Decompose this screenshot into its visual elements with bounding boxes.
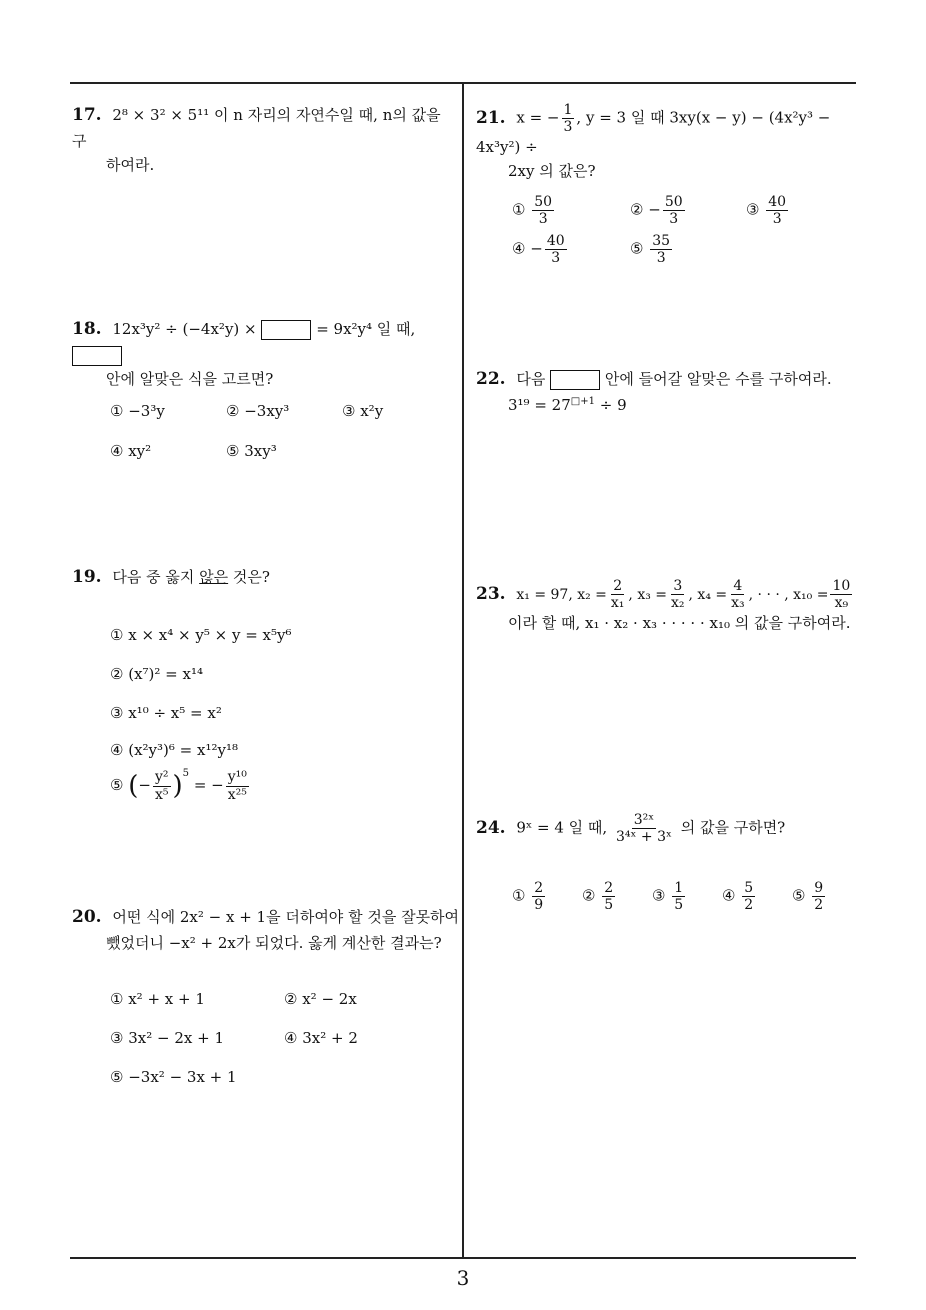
- question-number: 20.: [72, 907, 102, 927]
- underlined-word: 않은: [199, 568, 229, 586]
- denominator: x²⁵: [227, 786, 247, 803]
- question-text: 안에 들어갈 알맞은 수를 구하여라.: [604, 370, 832, 388]
- question-text: = 9x²y⁴ 일 때,: [316, 320, 416, 338]
- option-4[interactable]: ④ $\frac{5}{2}$: [722, 880, 754, 914]
- question-17: [72, 102, 457, 177]
- question-text: 어떤 식에 2x² − x + 1을 더하여야 할 것을 잘못하여: [112, 908, 460, 926]
- question-20: [72, 904, 462, 955]
- question-24: [476, 812, 861, 845]
- option-4[interactable]: ④ (x²y³)⁶ = x¹²y¹⁸: [110, 741, 238, 759]
- question-number: 24.: [476, 817, 506, 838]
- fraction: $\frac{\text{3²ˣ}}{\text{3⁴ˣ + 3ˣ}}$: [615, 812, 672, 846]
- question-number: 18.: [72, 319, 102, 339]
- question-18: [72, 316, 462, 391]
- option-1[interactable]: ① −3³y: [110, 402, 165, 420]
- question-text: x₁ = 97, x₂ = $\frac{2}{\text{x₁}}$ , x₃ = $\frac{3}{\text{x₂}}$ , x₄ = $\frac{4}{\text{x₃}}$ , · · · , x₁₀ = $\frac{10}{\text{x₉}}$: [516, 578, 851, 612]
- fraction: [153, 769, 171, 802]
- option-3[interactable]: ③ 3x² − 2x + 1: [110, 1029, 224, 1047]
- equals: = −: [193, 776, 224, 794]
- question-text: 2⁸ × 3² × 5¹¹ 이 n 자리의 자연수일 때, n의 값을 구: [72, 106, 441, 151]
- question-text: 9ˣ = 4 일 때,: [516, 818, 608, 837]
- right-paren: ): [172, 771, 183, 801]
- question-text: 2xy 의 값은?: [508, 162, 596, 181]
- option-2[interactable]: ② −3xy³: [226, 402, 290, 420]
- question-19: [72, 564, 457, 591]
- option-4[interactable]: ④ 3x² + 2: [284, 1029, 358, 1047]
- option-5[interactable]: ⑤ (− $\frac{\text{y²}}{\text{x⁵}}$ )$^5$ = − $\frac{\text{y¹⁰}}{\text{x²⁵}}$: [110, 768, 247, 803]
- option-2[interactable]: ② − $\frac{50}{3}$: [630, 194, 683, 228]
- column-divider: [462, 82, 464, 1258]
- option-2[interactable]: ② x² − 2x: [284, 990, 357, 1008]
- question-number: 22.: [476, 369, 506, 389]
- option-2[interactable]: ② $\frac{2}{5}$: [582, 880, 614, 914]
- option-5[interactable]: ⑤ $\frac{35}{3}$: [630, 233, 671, 267]
- question-number: 19.: [72, 567, 102, 587]
- answer-box: [550, 370, 600, 390]
- question-text: 뺐었더니 −x² + 2x가 되었다. 옳게 계산한 결과는?: [106, 934, 442, 953]
- question-text: x = −: [516, 108, 560, 127]
- answer-box: [261, 320, 311, 340]
- option-2[interactable]: ② (x⁷)² = x¹⁴: [110, 665, 203, 683]
- denominator: x⁵: [154, 786, 169, 803]
- question-21: [476, 102, 861, 183]
- question-text: 다음: [516, 370, 546, 388]
- fraction: [562, 102, 575, 135]
- numerator: y¹⁰: [227, 769, 247, 786]
- option-1[interactable]: ① $\frac{50}{3}$: [512, 194, 553, 228]
- question-text: 안에 알맞은 식을 고르면?: [106, 370, 274, 389]
- numerator: y²: [154, 769, 169, 786]
- option-3[interactable]: ③ $\frac{40}{3}$: [746, 194, 787, 228]
- option-1[interactable]: ① x² + x + 1: [110, 990, 205, 1008]
- question-text: 다음 중 옳지: [112, 568, 200, 586]
- option-label: ⑤: [110, 776, 124, 794]
- option-4[interactable]: ④ xy²: [110, 442, 152, 460]
- denominator: 3: [563, 119, 573, 136]
- equation: $3^{19} = 27^{□+1} \div 9$: [508, 396, 627, 415]
- question-text: 12x³y² ÷ (−4x²y) ×: [112, 320, 257, 338]
- option-5[interactable]: ⑤ −3x² − 3x + 1: [110, 1068, 237, 1086]
- question-text: , y = 3 일 때 3xy(x − y) − (4x²y³ − 4x³y²) ÷: [476, 108, 831, 157]
- question-text: 하여라.: [106, 156, 155, 175]
- option-3[interactable]: ③ $\frac{1}{5}$: [652, 880, 684, 914]
- question-22: [476, 366, 861, 417]
- option-1[interactable]: ① x × x⁴ × y⁵ × y = x⁵y⁶: [110, 626, 292, 644]
- option-5[interactable]: ⑤ $\frac{9}{2}$: [792, 880, 824, 914]
- answer-box: [72, 346, 122, 366]
- option-3[interactable]: ③ x²y: [342, 402, 384, 420]
- question-text: 의 값을 구하면?: [680, 818, 786, 837]
- question-23: [476, 578, 871, 635]
- option-4[interactable]: ④ − $\frac{40}{3}$: [512, 233, 565, 267]
- question-number: 17.: [72, 105, 102, 125]
- option-1[interactable]: ① $\frac{2}{9}$: [512, 880, 544, 914]
- question-text: 것은?: [228, 568, 270, 586]
- question-number: 23.: [476, 583, 506, 604]
- option-3[interactable]: ③ x¹⁰ ÷ x⁵ = x²: [110, 704, 222, 722]
- numerator: 1: [563, 102, 573, 118]
- fraction: [226, 769, 249, 802]
- option-5[interactable]: ⑤ 3xy³: [226, 442, 277, 460]
- left-paren: (: [128, 771, 139, 801]
- question-text: 이라 할 때, x₁ · x₂ · x₃ · · · · · x₁₀ 의 값을 구하여라.: [508, 614, 851, 633]
- question-number: 21.: [476, 107, 506, 128]
- exponent: 5: [182, 768, 190, 779]
- page-number: 3: [456, 1266, 470, 1290]
